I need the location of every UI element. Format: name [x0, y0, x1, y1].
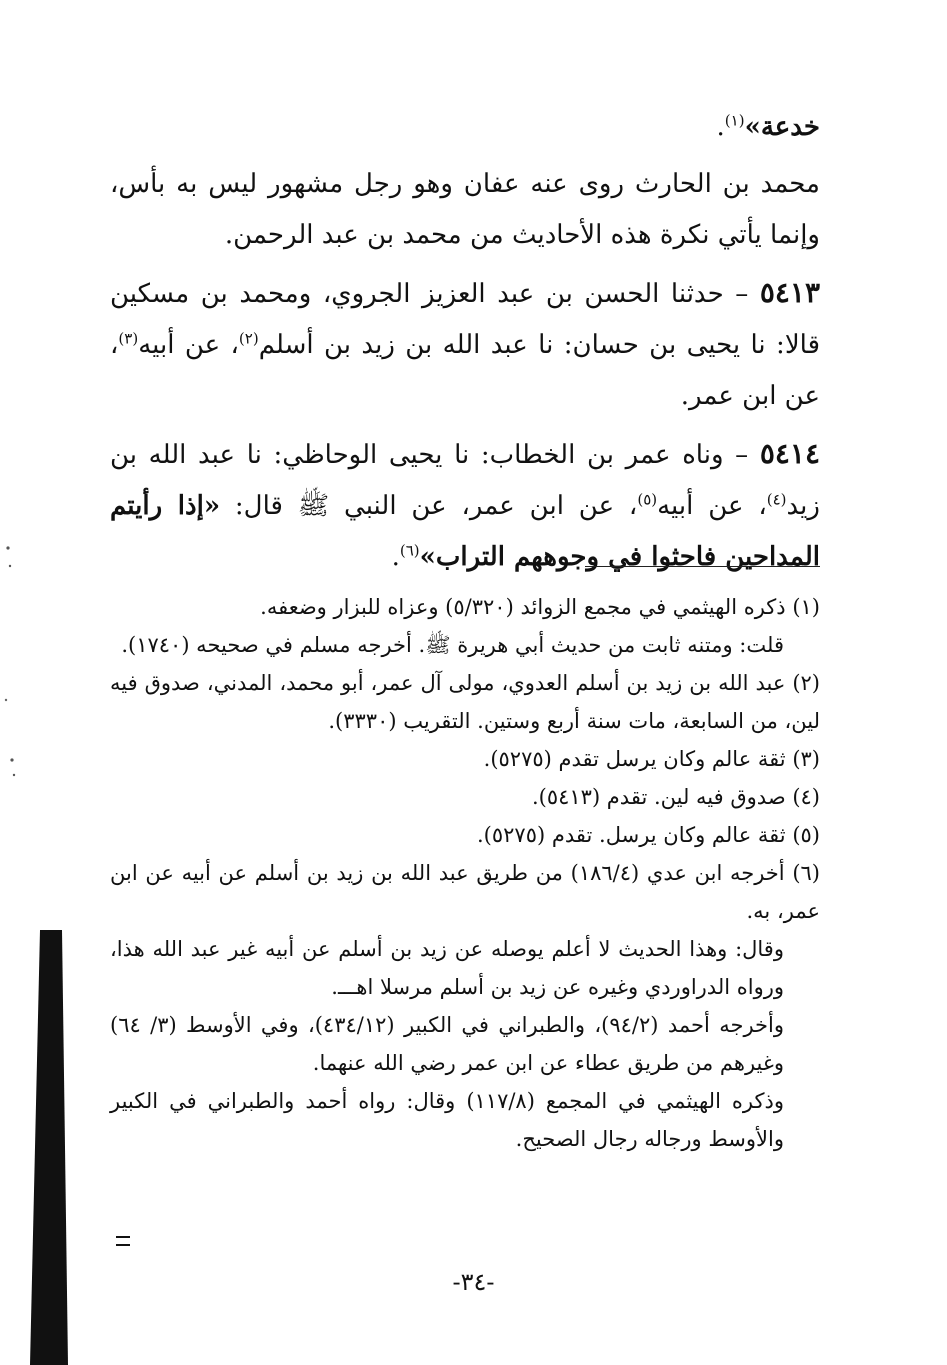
opening-tail-bold: خدعة» [744, 112, 820, 142]
footnote-6-majma: وذكره الهيثمي في المجمع (١١٧/٨) وقال: رواه أحمد والطبراني في الكبير والأوسط ورجاله رجال الصحيح. [110, 1089, 784, 1151]
hadith-number-5413: ٥٤١٣ [759, 276, 820, 309]
footnote-ref-2: (٢) [238, 329, 259, 348]
hadith-5414-end: . [391, 542, 400, 572]
hadith-5413 [110, 267, 820, 422]
hadith-5414-quote: «إذا رأيتم المداحين فاحثوا في وجوههم التراب» [110, 491, 820, 572]
footnote-5: (٥) ثقة عالم وكان يرسل. تقدم (٥٢٧٥). [476, 823, 820, 847]
footnote-6-sources: وأخرجه أحمد (٩٤/٢)، والطبراني في الكبير (٤٣٤/١٢)، وفي الأوسط (٣/ ٦٤) وغيرهم من طريق عطاء عن ابن عمر رضي الله عنهما. [110, 1013, 784, 1075]
footnote-ref-3: (٣) [118, 329, 139, 348]
commentary-paragraph: محمد بن الحارث روى عنه عفان وهو رجل مشهور ليس به بأس، وإنما يأتي نكرة هذه الأحاديث من محمد بن عبد الرحمن. [110, 169, 820, 250]
footnote-separator [585, 566, 820, 567]
hadith-5414-text-c: ، عن ابن عمر، عن النبي ﷺ قال: [220, 491, 638, 521]
main-text [110, 102, 820, 589]
hadith-5413-text-a: – حدثنا الحسن بن عبد العزيز الجروي، ومحمد بن مسكين قالا: نا يحيى بن حسان: نا عبد الله بن زيد بن أسلم [110, 279, 820, 360]
opening-tail-end: . [716, 112, 725, 142]
footnote-ref-6: (٦) [399, 541, 420, 560]
hadith-5413-text-c: ، عن ابن عمر. [110, 330, 820, 411]
footnote-ref-1: (١) [724, 111, 745, 130]
hadith-number-5414: ٥٤١٤ [759, 437, 820, 470]
hadith-5414-text-b: ، عن أبيه [657, 491, 767, 521]
footnote-2: (٢) عبد الله بن زيد بن أسلم العدوي، مولى آل عمر، أبو محمد، المدني، صدوق فيه لين، من السابعة، مات سنة أربع وستين. التقريب (٣٣٣٠). [110, 671, 820, 733]
hadith-5414 [110, 428, 820, 583]
footnote-4: (٤) صدوق فيه لين. تقدم (٥٤١٣). [531, 785, 820, 809]
hadith-5413-text-b: ، عن أبيه [138, 330, 239, 360]
page-number: -٣٤- [452, 1268, 495, 1296]
footnote-6-quote: وقال: وهذا الحديث لا أعلم يوصله عن زيد بن أسلم عن أبيه غير عبد الله هذا، ورواه الدراوردي وغيره عن زيد بن أسلم مرسلا اهـــ. [110, 937, 784, 999]
opening-tail [110, 102, 820, 153]
footnote-ref-4: (٤) [766, 490, 787, 509]
footnote-1-note: قلت: ومتنه ثابت من حديث أبي هريرة ﷺ. أخرجه مسلم في صحيحه (١٧٤٠). [121, 633, 784, 657]
footnote-ref-5: (٥) [637, 490, 658, 509]
footnote-6: (٦) أخرجه ابن عدي (١٨٦/٤) من طريق عبد الله بن زيد بن أسلم عن أبيه عن ابن عمر، به. [110, 861, 820, 923]
binding-shadow [0, 0, 80, 1365]
footnote-3: (٣) ثقة عالم وكان يرسل تقدم (٥٢٧٥). [483, 747, 820, 771]
footnotes [110, 588, 820, 1158]
hadith-5414-text-a: – وناه عمر بن الخطاب: نا يحيى الوحاظي: نا عبد الله بن زيد [110, 440, 820, 521]
footnote-1: (١) ذكره الهيثمي في مجمع الزوائد (٥/٣٢٠) وعزاه للبزار وضعفه. [260, 595, 820, 619]
end-mark [116, 1236, 130, 1246]
